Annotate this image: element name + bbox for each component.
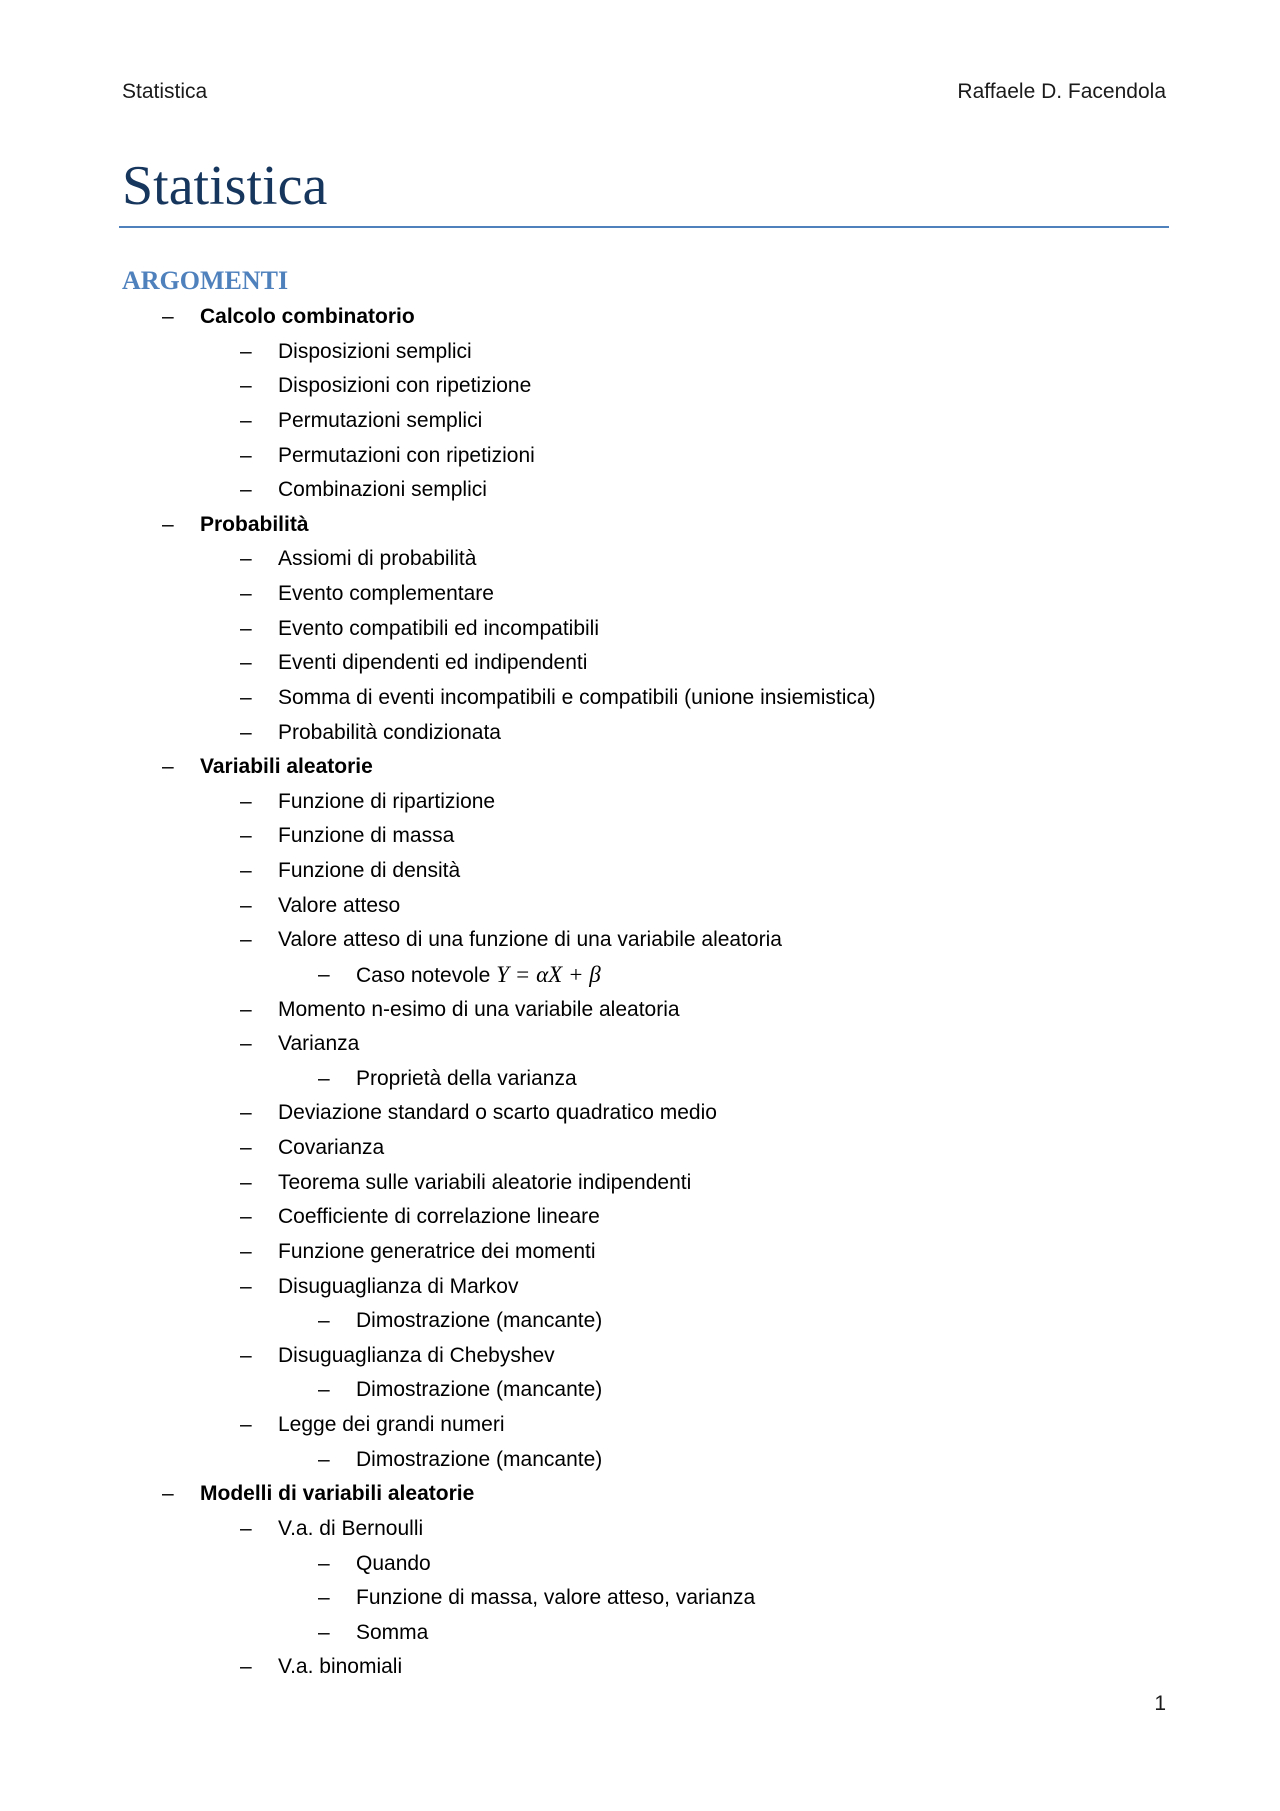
outline-item-text	[356, 958, 601, 994]
outline-item-label: Probabilità condizionata	[278, 720, 501, 744]
outline-item-label: Disposizioni semplici	[278, 339, 472, 363]
outline-item-label: Calcolo combinatorio	[200, 305, 415, 328]
list-dash: –	[240, 616, 252, 640]
outline-item-level-1	[0, 508, 1280, 543]
outline-item-label: Coefficiente di correlazione lineare	[278, 1205, 600, 1229]
outline-item-level-1	[0, 750, 1280, 785]
outline-item-label: Proprietà della varianza	[356, 1066, 577, 1090]
outline-item-label: Somma	[356, 1620, 429, 1644]
outline-item-text	[278, 404, 482, 439]
outline-item-level-2	[0, 923, 1280, 958]
list-dash: –	[240, 408, 252, 432]
outline-item-text	[278, 542, 476, 577]
list-dash: –	[240, 859, 252, 882]
outline-item-label: Caso notevole	[356, 963, 491, 987]
list-dash: –	[162, 1482, 174, 1506]
document-title: Statistica	[122, 155, 328, 217]
list-dash: –	[240, 928, 252, 952]
outline-item-level-2	[0, 369, 1280, 404]
outline-item-label: Permutazioni semplici	[278, 408, 483, 432]
outline-item-level-2	[0, 819, 1280, 854]
outline-item-label: Evento compatibili ed incompatibili	[278, 616, 599, 640]
list-dash: –	[240, 651, 252, 675]
outline-item-text	[278, 577, 494, 612]
list-dash: –	[240, 1516, 252, 1540]
outline-item-level-3	[0, 1373, 1280, 1408]
outline-item-label: Disposizioni con ripetizione	[278, 374, 532, 398]
outline-item-text	[200, 750, 373, 785]
title-underline	[119, 226, 1169, 228]
outline-item-level-2	[0, 404, 1280, 439]
outline-item-text	[278, 1235, 596, 1270]
outline-item-text	[278, 716, 501, 751]
outline-item-label: Disuguaglianza di Chebyshev	[278, 1343, 555, 1367]
outline-item-level-2	[0, 612, 1280, 647]
outline-item-level-2	[0, 542, 1280, 577]
outline-item-text	[200, 300, 415, 335]
header-document-name: Statistica	[122, 80, 208, 103]
outline-item-label: Somma di eventi incompatibili e compatibili (unione insiemistica)	[278, 685, 876, 709]
list-dash: –	[318, 1066, 330, 1090]
list-dash: –	[240, 1655, 252, 1679]
outline-item-text	[278, 889, 400, 924]
outline-item-level-2	[0, 1166, 1280, 1201]
list-dash: –	[318, 1378, 330, 1402]
outline-item-text	[356, 1373, 602, 1408]
outline-item-label: Valore atteso di una funzione di una variabile aleatoria	[278, 928, 782, 952]
outline-item-level-2	[0, 577, 1280, 612]
outline-item-level-2	[0, 993, 1280, 1028]
outline-item-text	[356, 1443, 602, 1478]
outline-item-level-2	[0, 1270, 1280, 1305]
outline-item-label: Combinazioni semplici	[278, 478, 487, 502]
outline-item-text	[278, 1270, 518, 1305]
outline-item-text	[278, 854, 460, 889]
outline-item-level-2	[0, 681, 1280, 716]
outline-item-text	[356, 1062, 577, 1097]
list-dash: –	[240, 582, 252, 605]
outline-item-text	[278, 612, 599, 647]
list-dash: –	[318, 1447, 330, 1471]
outline-item-level-2	[0, 889, 1280, 924]
outline-item-text	[278, 473, 487, 508]
section-heading: ARGOMENTI	[122, 266, 289, 295]
outline-item-level-2	[0, 1200, 1280, 1235]
outline-item-label: V.a. binomiali	[278, 1655, 403, 1679]
outline-item-level-2	[0, 716, 1280, 751]
outline-item-text	[278, 335, 472, 370]
outline-item-level-3	[0, 1062, 1280, 1097]
outline-item-level-2	[0, 1408, 1280, 1443]
list-dash: –	[240, 893, 252, 917]
outline-item-level-2	[0, 646, 1280, 681]
outline-item-label: Evento complementare	[278, 582, 494, 605]
outline-item-text	[278, 1408, 505, 1443]
page-number: 1	[1154, 1692, 1166, 1715]
outline-item-level-2	[0, 1235, 1280, 1270]
outline-item-level-1	[0, 300, 1280, 335]
outline-item-label: Dimostrazione (mancante)	[356, 1378, 603, 1402]
outline-item-text	[278, 993, 680, 1028]
list-dash: –	[240, 1205, 252, 1229]
list-dash: –	[240, 443, 252, 467]
list-dash: –	[240, 1032, 252, 1056]
outline-item-text	[356, 1547, 431, 1582]
list-dash: –	[162, 512, 174, 536]
outline-item-level-1	[0, 1477, 1280, 1512]
outline-item-label: Funzione generatrice dei momenti	[278, 1239, 596, 1263]
list-dash: –	[240, 339, 252, 363]
list-dash: –	[240, 824, 252, 848]
outline-item-label: Assiomi di probabilità	[278, 547, 477, 571]
outline-item-text	[278, 1512, 423, 1547]
list-dash: –	[240, 478, 252, 502]
outline-item-label: Covarianza	[278, 1136, 385, 1159]
outline-item-text	[278, 785, 495, 820]
list-dash: –	[162, 755, 174, 779]
outline-item-text	[278, 1131, 384, 1166]
list-dash: –	[318, 1620, 330, 1644]
list-dash: –	[240, 997, 252, 1021]
outline-item-level-2	[0, 439, 1280, 474]
outline-item-text	[278, 646, 587, 681]
outline-item-level-2	[0, 1027, 1280, 1062]
list-dash: –	[318, 962, 330, 986]
outline-item-label: Dimostrazione (mancante)	[356, 1309, 603, 1333]
outline-item-level-2	[0, 473, 1280, 508]
outline-item-level-2	[0, 1096, 1280, 1131]
outline-item-label: Valore atteso	[278, 893, 401, 917]
outline-item-label: Probabilità	[200, 512, 309, 536]
outline-item-text	[278, 1650, 402, 1685]
outline-item-text	[278, 1339, 555, 1374]
outline-item-text	[278, 1166, 691, 1201]
outline-item-level-2	[0, 854, 1280, 889]
list-dash: –	[240, 1413, 252, 1436]
outline-item-level-2	[0, 1512, 1280, 1547]
outline-item-level-2	[0, 1339, 1280, 1374]
outline-item-label: Varianza	[278, 1032, 360, 1056]
outline-item-level-2	[0, 1131, 1280, 1166]
outline-item-text	[278, 439, 535, 474]
list-dash: –	[240, 1343, 252, 1367]
list-dash: –	[318, 1309, 330, 1333]
topic-outline	[0, 300, 1280, 1685]
list-dash: –	[240, 720, 252, 744]
list-dash: –	[240, 1170, 252, 1194]
outline-item-level-3	[0, 1547, 1280, 1582]
outline-item-label: Eventi dipendenti ed indipendenti	[278, 651, 588, 675]
outline-item-level-3	[0, 958, 1280, 993]
list-dash: –	[240, 685, 252, 709]
list-dash: –	[162, 305, 174, 328]
outline-item-text	[278, 369, 531, 404]
outline-item-label: V.a. di Bernoulli	[278, 1516, 424, 1540]
outline-item-label: Funzione di ripartizione	[278, 789, 496, 813]
outline-item-text	[356, 1616, 428, 1651]
list-dash: –	[240, 1239, 252, 1263]
outline-item-label: Quando	[356, 1551, 431, 1575]
outline-item-text	[278, 681, 876, 716]
outline-item-label: Variabili aleatorie	[200, 755, 373, 779]
outline-item-text	[278, 923, 782, 958]
outline-item-label: Funzione di massa	[278, 824, 455, 848]
page-header	[122, 78, 1166, 106]
list-dash: –	[318, 1551, 330, 1575]
outline-item-label: Legge dei grandi numeri	[278, 1413, 505, 1436]
outline-item-text	[356, 1304, 602, 1339]
outline-item-label: Funzione di densità	[278, 859, 461, 882]
outline-item-label: Funzione di massa, valore atteso, varianza	[356, 1586, 756, 1610]
outline-item-label: Permutazioni con ripetizioni	[278, 443, 535, 467]
list-dash: –	[240, 1274, 252, 1298]
outline-item-level-2	[0, 1650, 1280, 1685]
list-dash: –	[318, 1586, 330, 1610]
math-formula: Y = αX + β	[496, 961, 601, 987]
header-author: Raffaele D. Facendola	[957, 80, 1166, 103]
outline-item-text	[278, 1027, 359, 1062]
list-dash: –	[240, 374, 252, 398]
outline-item-text	[278, 1096, 717, 1131]
outline-item-level-2	[0, 785, 1280, 820]
outline-item-text	[200, 1477, 474, 1512]
outline-item-text	[356, 1581, 755, 1616]
outline-item-label: Disuguaglianza di Markov	[278, 1274, 519, 1298]
outline-item-label: Modelli di variabili aleatorie	[200, 1482, 475, 1506]
outline-item-text	[200, 508, 309, 543]
outline-item-level-2	[0, 335, 1280, 370]
outline-item-text	[278, 1200, 600, 1235]
outline-item-level-3	[0, 1616, 1280, 1651]
outline-item-text	[278, 819, 454, 854]
outline-item-label: Teorema sulle variabili aleatorie indipendenti	[278, 1170, 692, 1194]
list-dash: –	[240, 547, 252, 571]
list-dash: –	[240, 1136, 252, 1159]
outline-item-label: Momento n-esimo di una variabile aleatoria	[278, 997, 680, 1021]
outline-item-label: Deviazione standard o scarto quadratico medio	[278, 1101, 717, 1125]
list-dash: –	[240, 1101, 252, 1125]
outline-item-level-3	[0, 1581, 1280, 1616]
outline-item-level-3	[0, 1443, 1280, 1478]
outline-item-label: Dimostrazione (mancante)	[356, 1447, 603, 1471]
outline-item-level-3	[0, 1304, 1280, 1339]
list-dash: –	[240, 789, 252, 813]
